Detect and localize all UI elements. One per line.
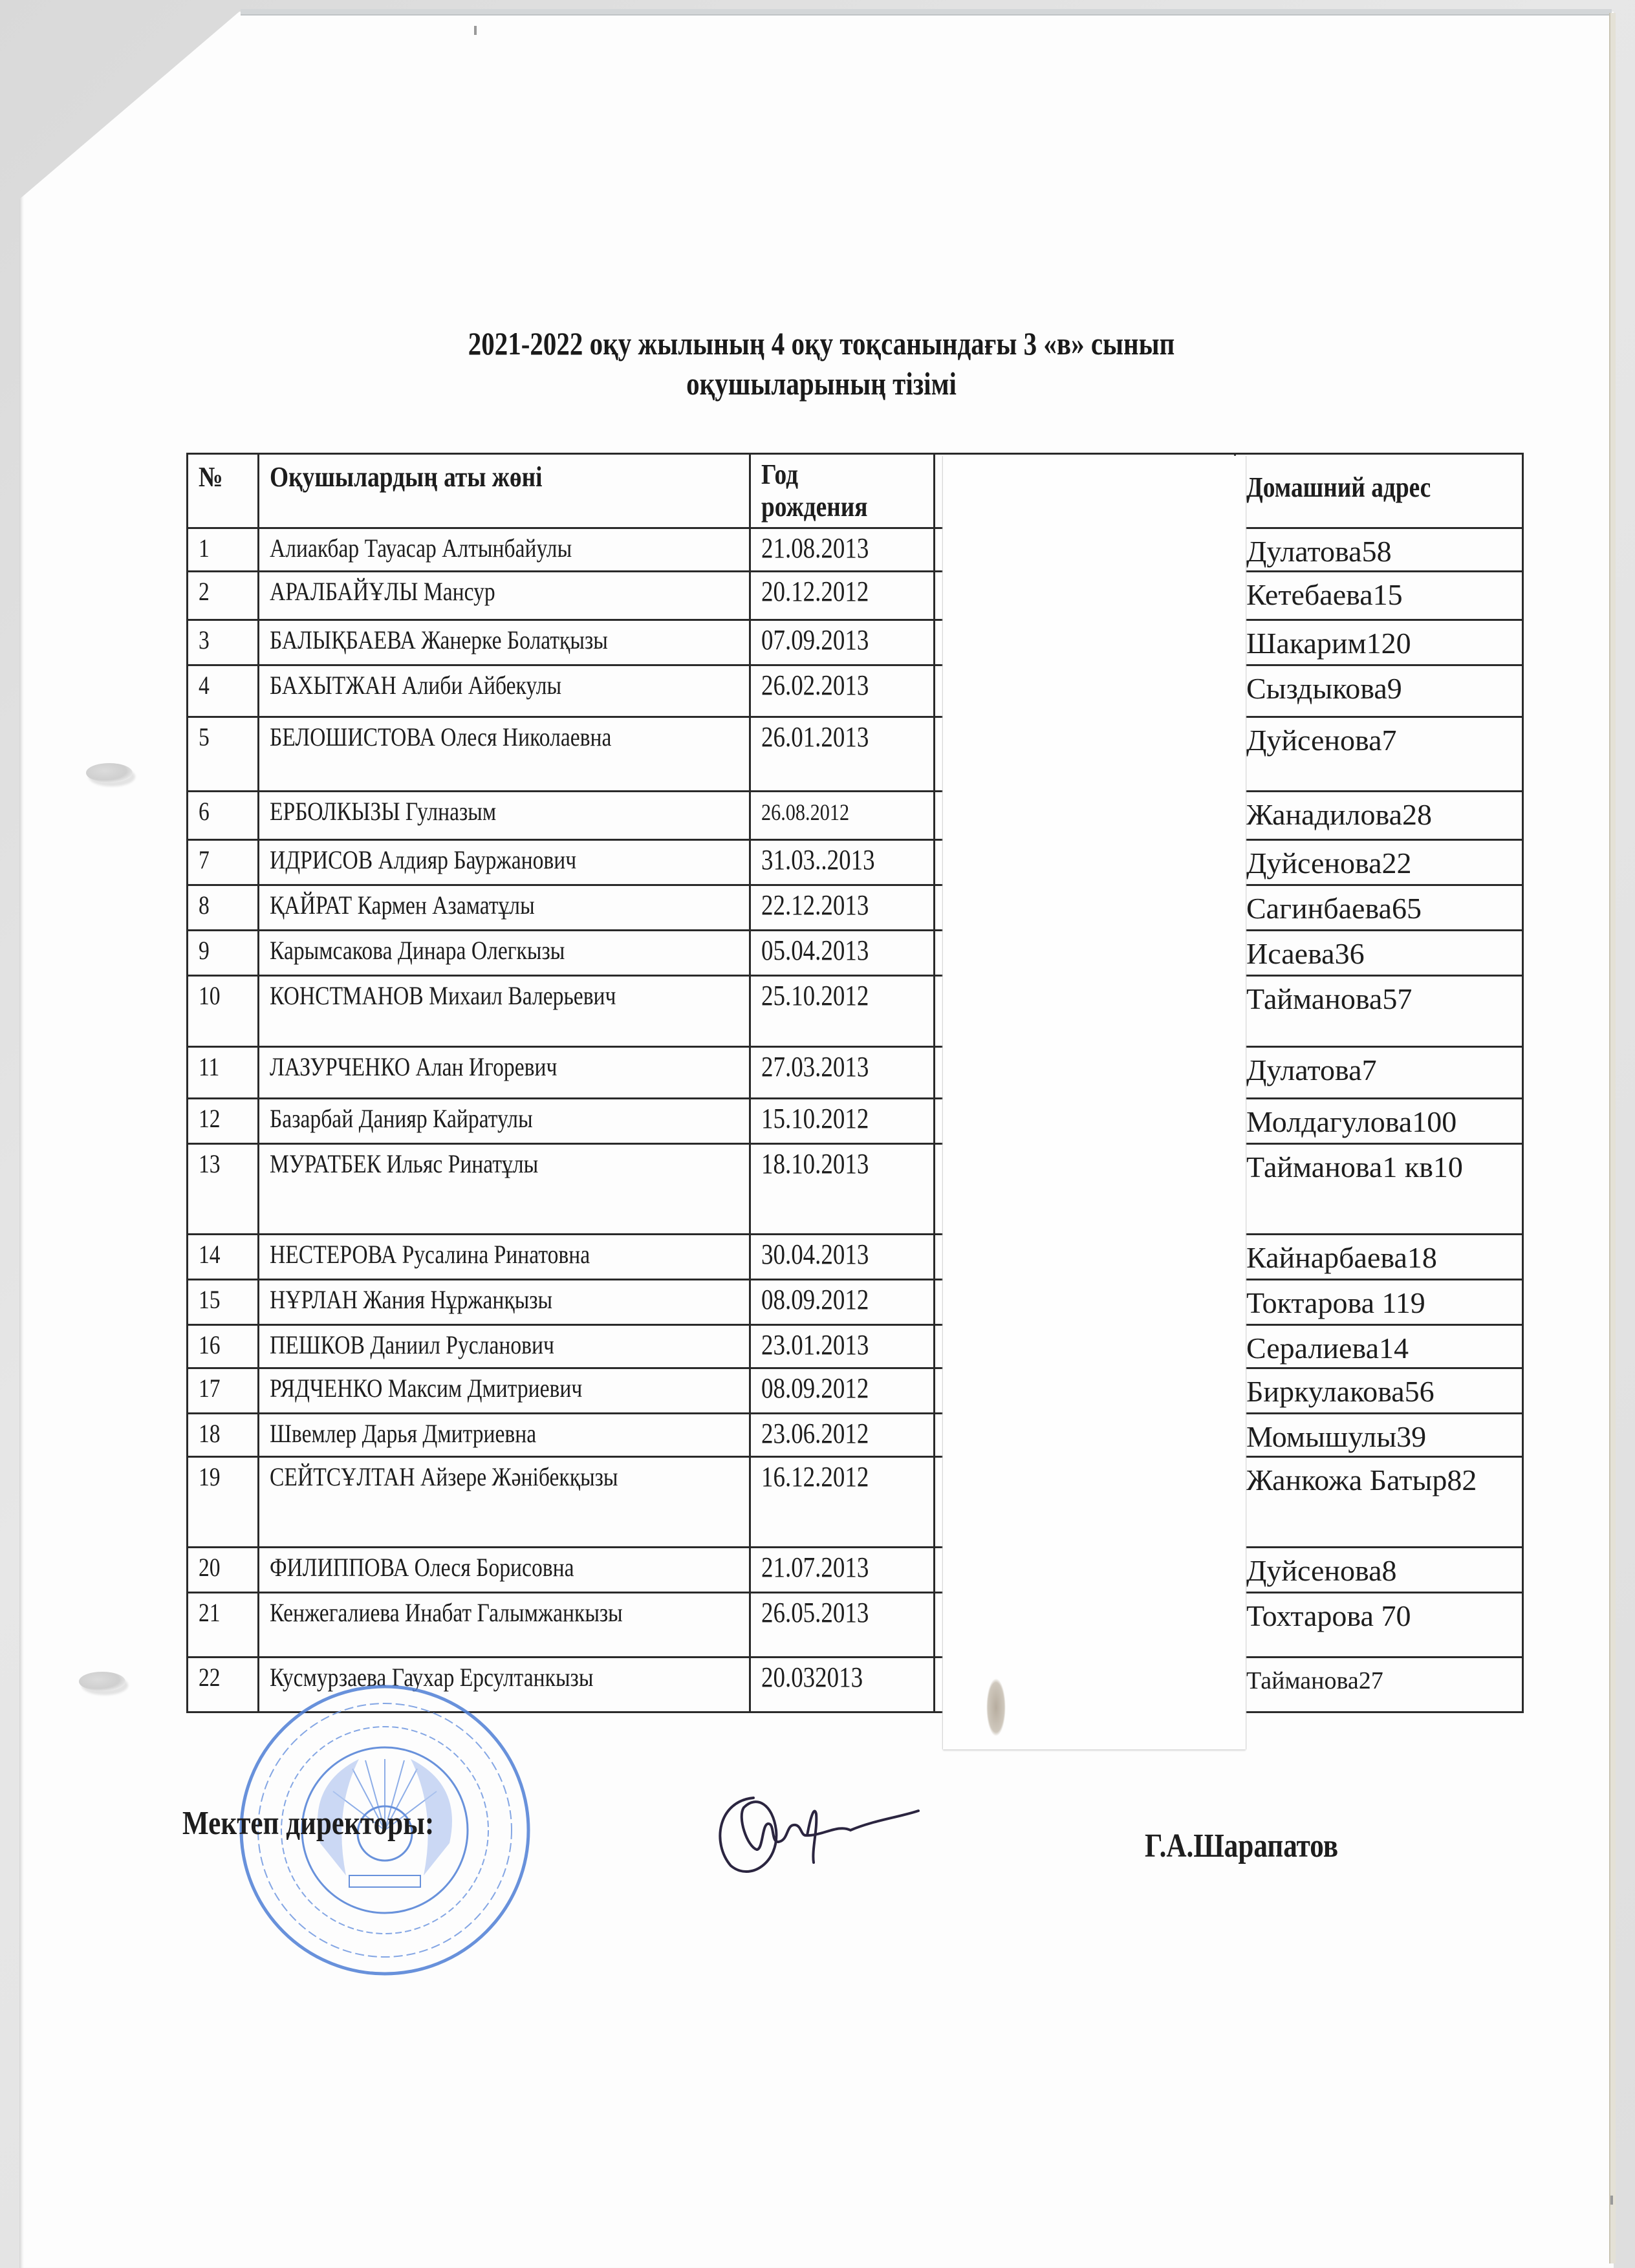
row-number-text: 21 [199,1598,221,1627]
student-name-text: ЛАЗУРЧЕНКО Алан Игоревич [270,1052,558,1081]
seal-emblem-ribbon [349,1875,420,1887]
home-address-text: Тохтарова 70 [1246,1599,1411,1632]
row-number-text: 4 [199,671,210,700]
home-address [1235,976,1523,1047]
home-address [1235,620,1523,665]
table-row [188,1235,1523,1280]
table-row [188,1325,1523,1368]
student-name-text: Кусмурзаева Гаухар Ерсултанкызы [270,1663,594,1692]
row-number-text: 2 [199,577,210,606]
row-number-text: 14 [199,1240,221,1269]
student-name [259,1548,750,1593]
home-address-text: Тайманова27 [1246,1667,1383,1694]
paper-edge-top [241,9,1612,16]
student-name-text: СЕЙТСҰЛТАН Айзере Жәнібекқызы [270,1462,618,1491]
home-address [1235,1457,1523,1548]
birth-date [750,976,935,1047]
table-header-row [188,454,1523,528]
student-name-text: РЯДЧЕНКО Максим Дмитриевич [270,1374,583,1403]
home-address-text: Тайманова1 кв10 [1246,1150,1463,1183]
student-name [259,1047,750,1099]
table-row [188,931,1523,976]
birth-date-text: 20.12.2012 [761,576,869,607]
student-name [259,717,750,792]
row-number-text: 7 [199,845,210,874]
birth-date-text: 07.09.2013 [761,624,869,656]
home-address-text: Дуйсенова8 [1246,1554,1397,1587]
home-address-text: Дулатова58 [1246,535,1392,568]
redaction-strip [943,456,1246,1749]
student-name-text: МУРАТБЕК Ильяс Ринатұлы [270,1149,539,1178]
home-address-text: Дуйсенова7 [1246,724,1397,757]
birth-date [750,1548,935,1593]
home-address-text: Шакарим120 [1246,627,1411,660]
table-row [188,1368,1523,1414]
birth-date-text: 23.01.2013 [761,1329,869,1361]
birth-date [750,1235,935,1280]
birth-date [750,1144,935,1235]
birth-date-text: 26.08.2012 [761,799,850,825]
row-number [188,1593,259,1658]
row-number [188,1414,259,1457]
home-address [1235,1414,1523,1457]
paper-edge-right [1609,13,1616,2263]
home-address-text: Тайманова57 [1246,982,1413,1015]
row-number [188,976,259,1047]
paper-debris [986,1678,1006,1736]
student-name-text: ИДРИСОВ Алдияр Бауржанович [270,845,577,874]
table-row [188,1548,1523,1593]
row-number-text: 22 [199,1663,221,1692]
table-row [188,885,1523,931]
row-number-text: 8 [199,891,210,920]
student-name-text: НЕСТЕРОВА Русалина Ринатовна [270,1240,590,1269]
birth-date [750,1047,935,1099]
student-name [259,840,750,885]
home-address [1235,1658,1523,1712]
student-name [259,528,750,572]
home-address [1235,572,1523,620]
row-number [188,717,259,792]
home-address [1235,1099,1523,1144]
row-number [188,885,259,931]
student-name-text: КОНСТМАНОВ Михаил Валерьевич [270,981,616,1010]
student-name [259,1325,750,1368]
home-address [1235,665,1523,717]
signatory-name: Г.А.Шарапатов [1145,1828,1339,1864]
row-number [188,1325,259,1368]
birth-date-text: 23.06.2012 [761,1418,869,1449]
home-address [1235,792,1523,840]
row-number-text: 5 [199,722,210,751]
header-number: № [188,454,259,528]
student-name [259,1235,750,1280]
student-name [259,572,750,620]
student-name [259,1593,750,1658]
table-row [188,1457,1523,1548]
birth-date [750,792,935,840]
home-address [1235,885,1523,931]
student-name [259,620,750,665]
home-address [1235,1593,1523,1658]
birth-date [750,1658,935,1712]
home-address-text: Дулатова7 [1246,1053,1377,1086]
row-number-text: 13 [199,1149,221,1178]
signature-stroke [720,1798,918,1872]
row-number [188,1368,259,1414]
birth-date [750,620,935,665]
table-row [188,528,1523,572]
birth-date [750,885,935,931]
home-address-text: Жанадилова28 [1246,798,1433,831]
row-number [188,931,259,976]
row-number [188,1099,259,1144]
birth-date [750,1414,935,1457]
birth-date [750,1280,935,1325]
table-row [188,976,1523,1047]
row-number-text: 20 [199,1553,221,1582]
punch-hole-top [86,763,133,783]
home-address [1235,1280,1523,1325]
birth-date [750,1325,935,1368]
birth-date-text: 30.04.2013 [761,1238,869,1270]
row-number-text: 19 [199,1462,221,1491]
table-row [188,717,1523,792]
header-home-address: Домашний адрес [1235,454,1523,528]
row-number-text: 1 [199,534,210,563]
birth-date-text: 21.08.2013 [761,532,869,564]
punch-hole-bottom [79,1672,125,1691]
table-row [188,792,1523,840]
row-number-text: 16 [199,1330,221,1359]
student-name [259,1414,750,1457]
row-number-text: 10 [199,981,221,1010]
birth-date-text: 25.10.2012 [761,980,869,1011]
student-name [259,665,750,717]
birth-date-text: 08.09.2012 [761,1372,869,1404]
birth-date [750,665,935,717]
row-number-text: 18 [199,1419,221,1448]
row-number [188,1457,259,1548]
student-name-text: Швемлер Дарья Дмитриевна [270,1419,537,1448]
home-address [1235,1368,1523,1414]
birth-date-text: 31.03..2013 [761,844,875,876]
student-name-text: Карымсакова Динара Олегкызы [270,936,565,965]
home-address [1235,1548,1523,1593]
table-row [188,1414,1523,1457]
row-number-text: 3 [199,625,210,654]
student-name-text: ЕРБОЛКЫЗЫ Гулназым [270,797,497,826]
student-name [259,1280,750,1325]
birth-date [750,717,935,792]
birth-date [750,572,935,620]
table-row [188,840,1523,885]
home-address [1235,931,1523,976]
student-name-text: АРАЛБАЙҰЛЫ Мансур [270,577,495,606]
birth-date [750,1099,935,1144]
home-address-text: Момышулы39 [1246,1420,1427,1453]
birth-date-text: 20.032013 [761,1661,863,1693]
row-number [188,665,259,717]
student-name [259,1144,750,1235]
home-address [1235,1325,1523,1368]
home-address-text: Биркулакова56 [1246,1375,1435,1408]
home-address [1235,717,1523,792]
student-name [259,931,750,976]
birth-date-text: 22.12.2013 [761,889,869,921]
student-name [259,1099,750,1144]
birth-date-text: 27.03.2013 [761,1051,869,1083]
row-number [188,1548,259,1593]
table-row [188,1593,1523,1658]
student-name [259,792,750,840]
home-address [1235,528,1523,572]
student-name [259,976,750,1047]
row-number-text: 9 [199,936,210,965]
row-number-text: 11 [199,1052,220,1081]
table-row [188,620,1523,665]
table-row [188,1280,1523,1325]
row-number [188,620,259,665]
birth-date [750,528,935,572]
signatory-label: Мектеп директоры: [182,1805,435,1842]
title-line-2: оқушыларының тізімі [686,365,957,402]
birth-date-text: 15.10.2012 [761,1103,869,1134]
home-address-text: Сыздыкова9 [1246,672,1402,705]
row-number-text: 12 [199,1104,221,1133]
student-name-text: БАХЫТЖАН Алиби Айбекулы [270,671,562,700]
home-address-text: Кетебаева15 [1246,578,1403,611]
home-address-text: Молдагулова100 [1246,1105,1457,1138]
home-address-text: Кайнарбаева18 [1246,1241,1437,1274]
student-name-text: ФИЛИППОВА Олеся Борисовна [270,1553,574,1582]
birth-date-text: 26.05.2013 [761,1597,869,1628]
home-address-text: Жанкожа Батыр82 [1246,1463,1477,1496]
birth-date-text: 08.09.2012 [761,1284,869,1315]
birth-date-text: 26.01.2013 [761,721,869,753]
header-student-name: Оқушылардың аты жөні [259,454,750,528]
student-name-text: Кенжегалиева Инабат Галымжанкызы [270,1598,623,1627]
student-name-text: БАЛЫҚБАЕВА Жанерке Болатқызы [270,625,608,654]
home-address [1235,1144,1523,1235]
table-row [188,1047,1523,1099]
table-row [188,1099,1523,1144]
title-line-1: 2021-2022 оқу жылының 4 оқу тоқсанындағы 3 «в» сынып [468,325,1175,362]
row-number [188,1235,259,1280]
row-number [188,528,259,572]
birth-date [750,931,935,976]
row-number [188,840,259,885]
row-number-text: 6 [199,797,210,826]
student-name-text: Базарбай Данияр Кайратулы [270,1104,533,1133]
row-number [188,1047,259,1099]
birth-date [750,1368,935,1414]
student-name [259,1368,750,1414]
birth-date-text: 16.12.2012 [761,1461,869,1493]
student-list-table [186,453,1524,1713]
birth-date [750,1457,935,1548]
home-address [1235,1047,1523,1099]
birth-date-text: 26.02.2013 [761,669,869,701]
student-name-text: БЕЛОШИСТОВА Олеся Николаевна [270,722,612,751]
document-title [307,323,1336,404]
scan-speck [474,26,477,35]
home-address-text: Сагинбаева65 [1246,892,1422,925]
home-address [1235,840,1523,885]
row-number-text: 17 [199,1374,221,1403]
home-address-text: Сералиева14 [1246,1332,1409,1365]
student-name-text: НҰРЛАН Жания Нұржанқызы [270,1285,553,1314]
birth-date [750,1593,935,1658]
birth-date-text: 05.04.2013 [761,934,869,966]
birth-date [750,840,935,885]
student-name-text: Алиакбар Тауасар Алтынбайулы [270,534,572,563]
row-number-text: 15 [199,1285,221,1314]
birth-date-text: 18.10.2013 [761,1148,869,1180]
birth-date-text: 21.07.2013 [761,1551,869,1583]
scan-speck [1610,2196,1613,2205]
home-address [1235,1235,1523,1280]
home-address-text: Токтарова 119 [1246,1286,1425,1319]
row-number [188,1280,259,1325]
student-name [259,1457,750,1548]
header-birth-date: Год рождения [750,454,935,528]
table-row [188,572,1523,620]
student-name-text: ҚАЙРАТ Кармен Азаматұлы [270,891,535,920]
row-number [188,792,259,840]
student-name [259,885,750,931]
row-number [188,572,259,620]
home-address-text: Дуйсенова22 [1246,847,1412,880]
row-number [188,1144,259,1235]
table-row [188,665,1523,717]
student-name-text: ПЕШКОВ Даниил Русланович [270,1330,554,1359]
table-row [188,1144,1523,1235]
director-signature [692,1785,925,1882]
home-address-text: Исаева36 [1246,937,1365,970]
